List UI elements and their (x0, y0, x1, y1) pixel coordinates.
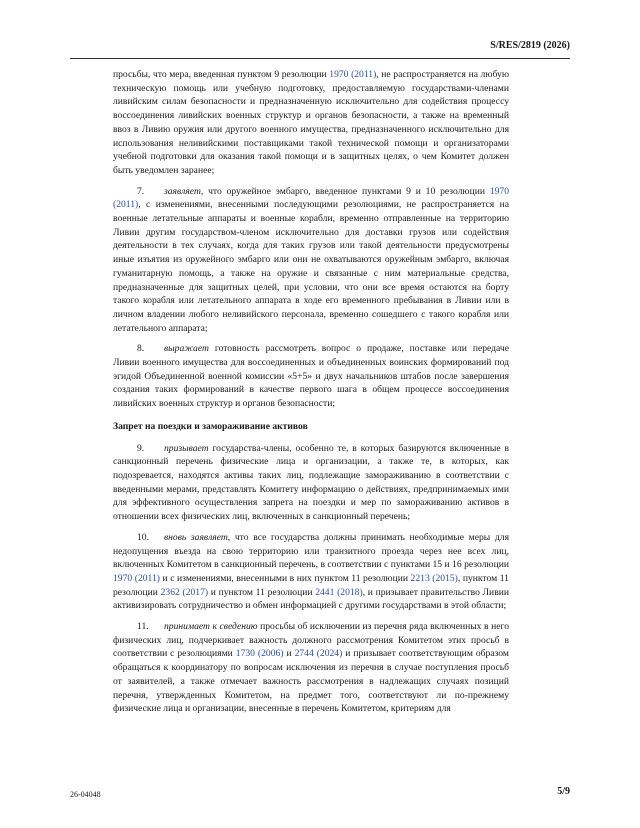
paragraph-text: , пунктом 11 резолюции (113, 572, 509, 598)
paragraph-number: 10. (137, 531, 149, 543)
resolution-link[interactable]: 2362 (2017) (160, 586, 209, 598)
paragraph-text: государства-члены, особенно те, в которых базируются включенные в санкционный перечень физические лица и организации, а также те, в которых, как подозревается, находятся активы таких лиц, подлежащие замораживанию в соответствии с введенными мерами, представлять Комитету информацию о действиях, предпринимаемых ими для эффективного осуществления запрета на поездки и мер по замораживанию активов в отношении всех физических лиц, включенных в санкционный перечень; (113, 442, 509, 523)
paragraph-text: , не распространяется на любую техническую помощь или учебную подготовку, предоставляемую государствами-членами ливийским силам безопасности и предназначенную исключительно для содействия процессу воссоединения ливийских военных структур и органов безопасности, а также на временный ввоз в Ливию оружия или другого военного имущества, предназначенного исключительно для использования неливийскими поставщиками такой технической помощи и организаторами учебной подготовки для оказания такой помощи и в защитных целях, о чем Комитет должен быть уведомлен заранее; (113, 69, 509, 176)
section-heading: Запрет на поездки и замораживание активов (113, 420, 308, 432)
paragraph-11 (113, 620, 509, 716)
page-number: 5/9 (557, 786, 570, 797)
paragraph-text: и пунктом 11 резолюции (208, 586, 316, 598)
paragraph-number: 11. (137, 621, 149, 633)
paragraph-text: и призывает соответствующим образом обращаться к координатору по вопросам исключения из перечня в случае поступления просьб от заявителей, а также отмечает важность рассмотрения в надлежащих случаях позиций перечня, утвержденных Комитетом, на предмет того, соответствуют ли по-прежнему физические лица и организации, внесенные в перечень Комитетом, критериям для (113, 648, 509, 715)
paragraph-text: , что оружейное эмбарго, введенное пунктами 9 и 10 резолюции (200, 185, 490, 197)
operative-verb: принимает к сведению (164, 621, 258, 633)
paragraph-text: и с изменениями, внесенными в них пунктом 11 резолюции (159, 572, 411, 584)
resolution-link[interactable]: 1970 (2011) (113, 572, 160, 584)
resolution-link[interactable]: 2213 (2015) (410, 572, 458, 584)
paragraph-7 (113, 185, 509, 336)
paragraph-8 (113, 342, 509, 411)
paragraph-text: , и призывает правительство Ливии активизировать сотрудничество и обмен информацией с другими государствами в этой области; (113, 586, 509, 612)
paragraph-text: , что все государства должны принимать необходимые меры для недопущения въезда на свою территорию или транзитного проезда через нее всех лиц, включенных Комитетом в санкционный перечень, в соответствии с пунктами 15 и 16 резолюции (113, 531, 509, 571)
document-body (113, 68, 509, 723)
resolution-link[interactable]: 1970 (2011) (113, 185, 509, 211)
paragraph-continued (113, 68, 509, 178)
operative-verb: заявляет (164, 185, 201, 197)
operative-verb: призывает (164, 442, 209, 454)
paragraph-text: готовность рассмотреть вопрос о продаже, поставке или передаче Ливии военного имущества для воссоединенных и объединенных воинских формирований под эгидой Объединенной военной комиссии «5+5» и двух начальников штабов после завершения создания таких формирований в качестве первого шага в общем процессе воссоединения ливийских военных структур и органов безопасности; (113, 343, 509, 410)
paragraph-number: 7. (137, 185, 145, 197)
page-header (70, 40, 570, 59)
resolution-link[interactable]: 1970 (2011) (329, 69, 377, 80)
resolution-link[interactable]: 2441 (2018) (315, 586, 363, 598)
job-number: 26-04048 (70, 790, 101, 799)
operative-verb: выражает (164, 343, 209, 355)
paragraph-text: и (283, 648, 295, 660)
resolution-link[interactable]: 1730 (2006) (235, 648, 284, 660)
paragraph-text: просьбы, что мера, введенная пунктом 9 резолюции (113, 69, 330, 80)
document-symbol: S/RES/2819 (2026) (490, 40, 570, 51)
paragraph-text: , с изменениями, внесенными последующими резолюциями, не распространяется на военные летательные аппараты и военные корабли, временно отправленные на территорию Ливии другим государством-членом исключительно для доставки грузов или содействия деятельности в тех случаях, когда для таких грузов или такой деятельности предусмотрены иные изъятия из оружейного эмбарго или они не охватываются оружейным эмбарго, включая гуманитарную помощь, а также на оружие и связанные с ним материальные средства, предназначенные для защитных целей, при условии, что они все время остаются на борту такого корабля или летательного аппарата в ходе его временного пребывания в Ливии или в личном владении любого неливийского персонала, временно сошедшего с такого корабля или летательного аппарата; (113, 199, 509, 334)
resolution-link[interactable]: 2744 (2024) (294, 648, 343, 660)
paragraph-number: 8. (137, 343, 145, 355)
operative-verb: вновь заявляет (164, 531, 228, 543)
paragraph-9 (113, 442, 509, 524)
paragraph-text: просьбы об исключении из перечня ряда включенных в него физических лиц, подчеркивает важность должного рассмотрения Комитетом этих просьб в соответствии с резолюциями (113, 621, 510, 660)
paragraph-number: 9. (137, 442, 145, 454)
paragraph-10 (113, 531, 509, 613)
